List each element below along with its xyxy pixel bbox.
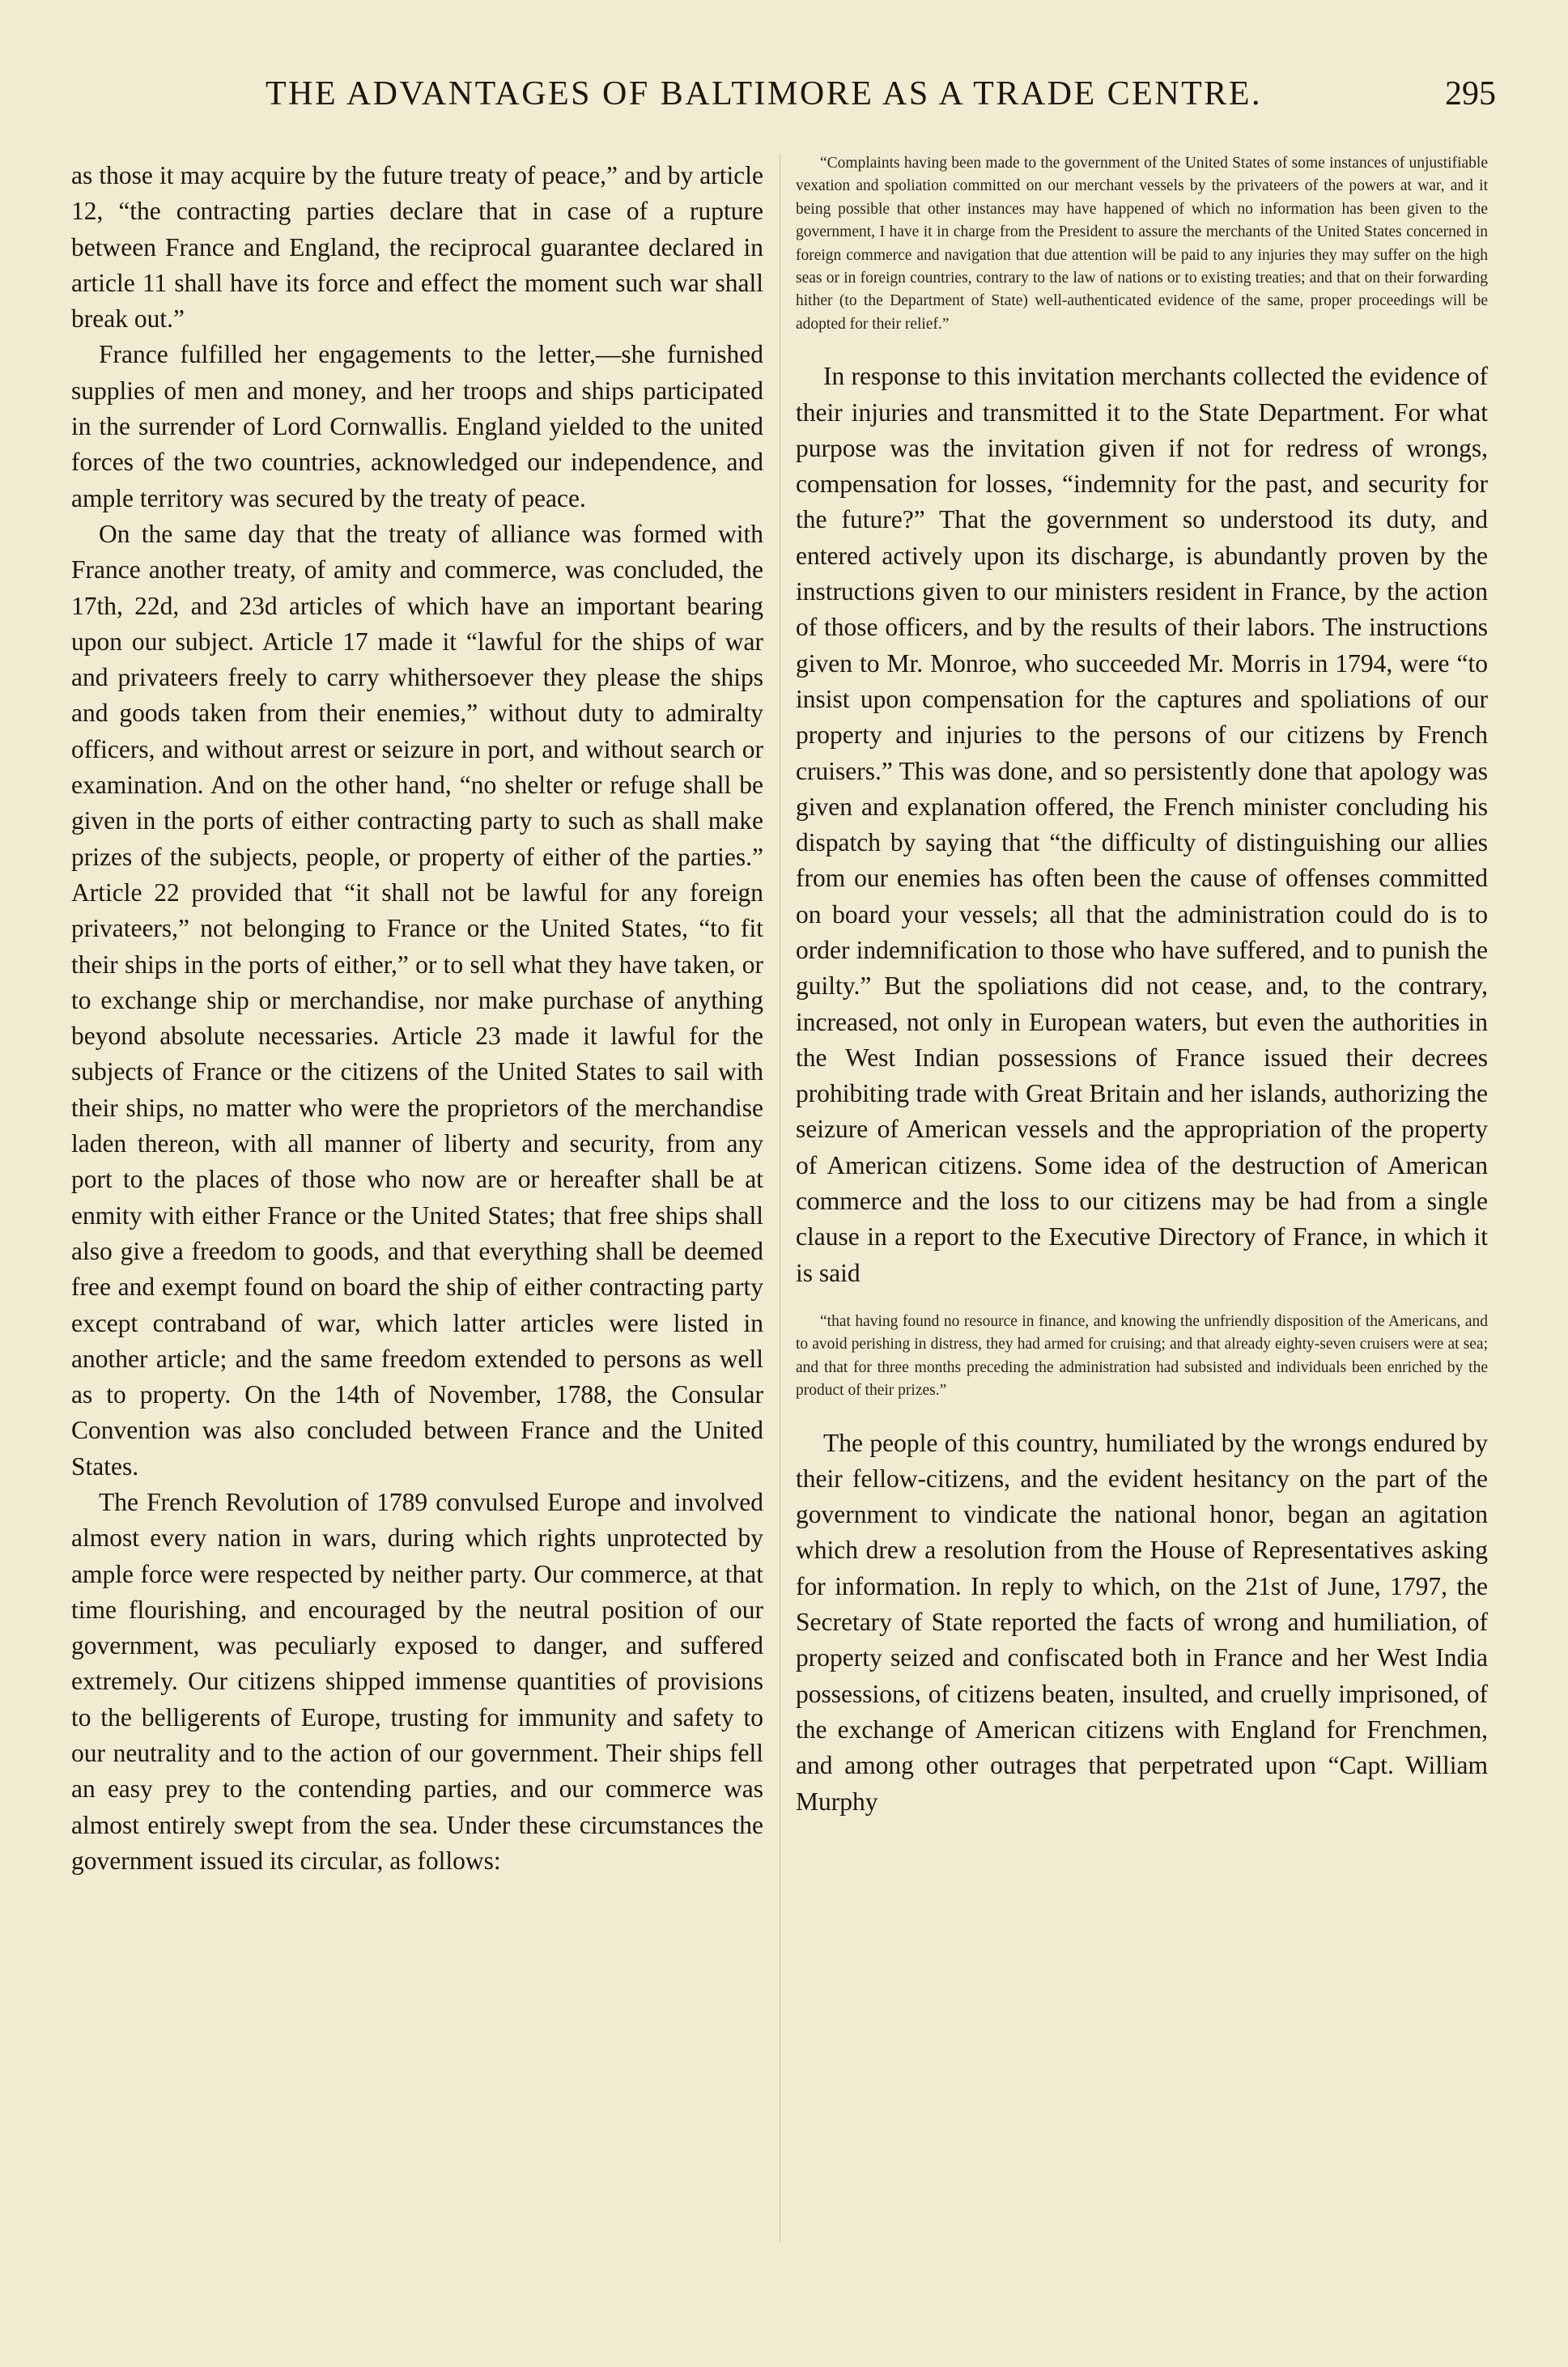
block-quote: “Complaints having been made to the government of the United States of some instances of unjustifiable vexation and spoliation committed on our merchant vessels by the privateers of the powers at war, and it being possible that other instances may have happened of which no information has been given to the government, I have it in charge from the President to assure the merchants of the United States concerned in foreign commerce and navigation that due attention will be paid to any injuries they may suffer on the high seas or in foreign countries, contrary to the law of nations or to existing treaties; and that on their forwarding hither (to the Department of State) well-authenticated evidence of the same, proper proceedings will be adopted for their relief.”	[796, 155, 1488, 333]
left-column	[71, 158, 763, 2311]
body-paragraph: The French Revolution of 1789 convulsed Europe and involved almost every nation in wars, during which rights unprotected by ample force were respected by neither party. Our commerce, at that time flourishing, and encouraged by the neutral position of our government, was peculiarly exposed to danger, and suffered extremely. Our citizens shipped immense quantities of provisions to the belligerents of Europe, trusting for immunity and safety to our neutrality and to the action of our government. Their ships fell an easy prey to the contending parties, and our commerce was almost entirely swept from the sea. Under these circumstances the government issued its circular, as follows:	[71, 1487, 763, 1875]
body-paragraph: as those it may acquire by the future treaty of peace,” and by article 12, “the contracting parties declare that in case of a rupture between France and England, the reciprocal guarantee declared in article 11 shall have its force and effect the moment such war shall break out.”	[71, 161, 763, 334]
body-paragraph: France fulfilled her engagements to the letter,—she furnished supplies of men and money, and her troops and ships participated in the surrender of Lord Cornwallis. England yielded to the united forces of the two countries, acknowledged our independence, and ample territory was secured by the treaty of peace.	[71, 340, 763, 512]
body-paragraph: On the same day that the treaty of alliance was formed with France another treaty, of amity and commerce, was concluded, the 17th, 22d, and 23d articles of which have an important bearing upon our subject. Article 17 made it “lawful for the ships of war and privateers freely to carry whithersoever they please the ships and goods taken from their enemies,” without duty to admiralty officers, and without arrest or seizure in port, and without search or examination. And on the other hand, “no shelter or refuge shall be given in the ports of either contracting party to such as shall make prizes of the subjects, people, or property of either of the parties.” Article 22 provided that “it shall not be lawful for any foreign privateers,” not belonging to France or the United States, “to fit their ships in the ports of either,” or to sell what they have taken, or to exchange ship or merchandise, nor make purchase of anything beyond absolute necessaries. Article 23 made it lawful for the subjects of France or the citizens of the United States to sail with their ships, no matter who were the proprietors of the merchandise laden thereon, with all manner of liberty and security, from any port to the places of those who now are or hereafter shall be at enmity with either France or the United States; that free ships shall also give a freedom to goods, and that everything shall be deemed free and exempt found on board the ship of either contracting party except contraband of war, which latter articles were listed in another article; and the same freedom extended to persons as well as to property. On the 14th of November, 1788, the Consular Convention was also concluded between France and the United States.	[71, 519, 763, 1481]
right-column	[796, 152, 1488, 2305]
body-paragraph: The people of this country, humiliated by the wrongs endured by their fellow-citizens, and the evident hesitancy on the part of the government to vindicate the national honor, began an agitation which drew a resolution from the House of Representatives asking for information. In reply to which, on the 21st of June, 1797, the Secretary of State reported the facts of wrong and humiliation, of property seized and confiscated both in France and her West India possessions, of citizens beaten, insulted, and cruelly imprisoned, of the exchange of American citizens with England for Frenchmen, and among other outrages that perpetrated upon “Capt. William Murphy	[796, 1428, 1488, 1816]
running-head	[71, 74, 1496, 123]
block-quote: “that having found no resource in finance, and knowing the unfriendly disposition of the Americans, and to avoid perishing in distress, they had armed for cruising; and that already eighty-seven cruisers were at sea; and that for three months preceding the administration had subsisted and individuals been enriched by the product of their prizes.”	[796, 1312, 1488, 1400]
page-number: 295	[1445, 75, 1496, 113]
running-title: THE ADVANTAGES OF BALTIMORE AS A TRADE CENTRE.	[266, 75, 1262, 113]
body-paragraph: In response to this invitation merchants collected the evidence of their injuries and transmitted it to the State Department. For what purpose was the invitation given if not for redress of wrongs, compensation for losses, “indemnity for the past, and security for the future?” That the government so understood its duty, and entered actively upon its discharge, is abundantly proven by the instructions given to our ministers resident in France, by the action of those officers, and by the results of their labors. The instructions given to Mr. Monroe, who succeeded Mr. Morris in 1794, were “to insist upon compensation for the captures and spoliations of our property and injuries to the persons of our citizens by French cruisers.” This was done, and so persistently done that apology was given and explanation offered, the French minister concluding his dispatch by saying that “the difficulty of distinguishing our allies from our enemies has often been the cause of offenses committed on board your vessels; all that the administration could do is to order indemnification to those who have suffered, and to punish the guilty.” But the spoliations did not cease, and, to the contrary, increased, not only in European waters, but even the authorities in the West Indian possessions of France issued their decrees prohibiting trade with Great Britain and her islands, authorizing the seizure of American vessels and the appropriation of the property of American citizens. Some idea of the destruction of American commerce and the loss to our citizens may be had from a single clause in a report to the Executive Directory of France, in which it is said	[796, 362, 1488, 1287]
